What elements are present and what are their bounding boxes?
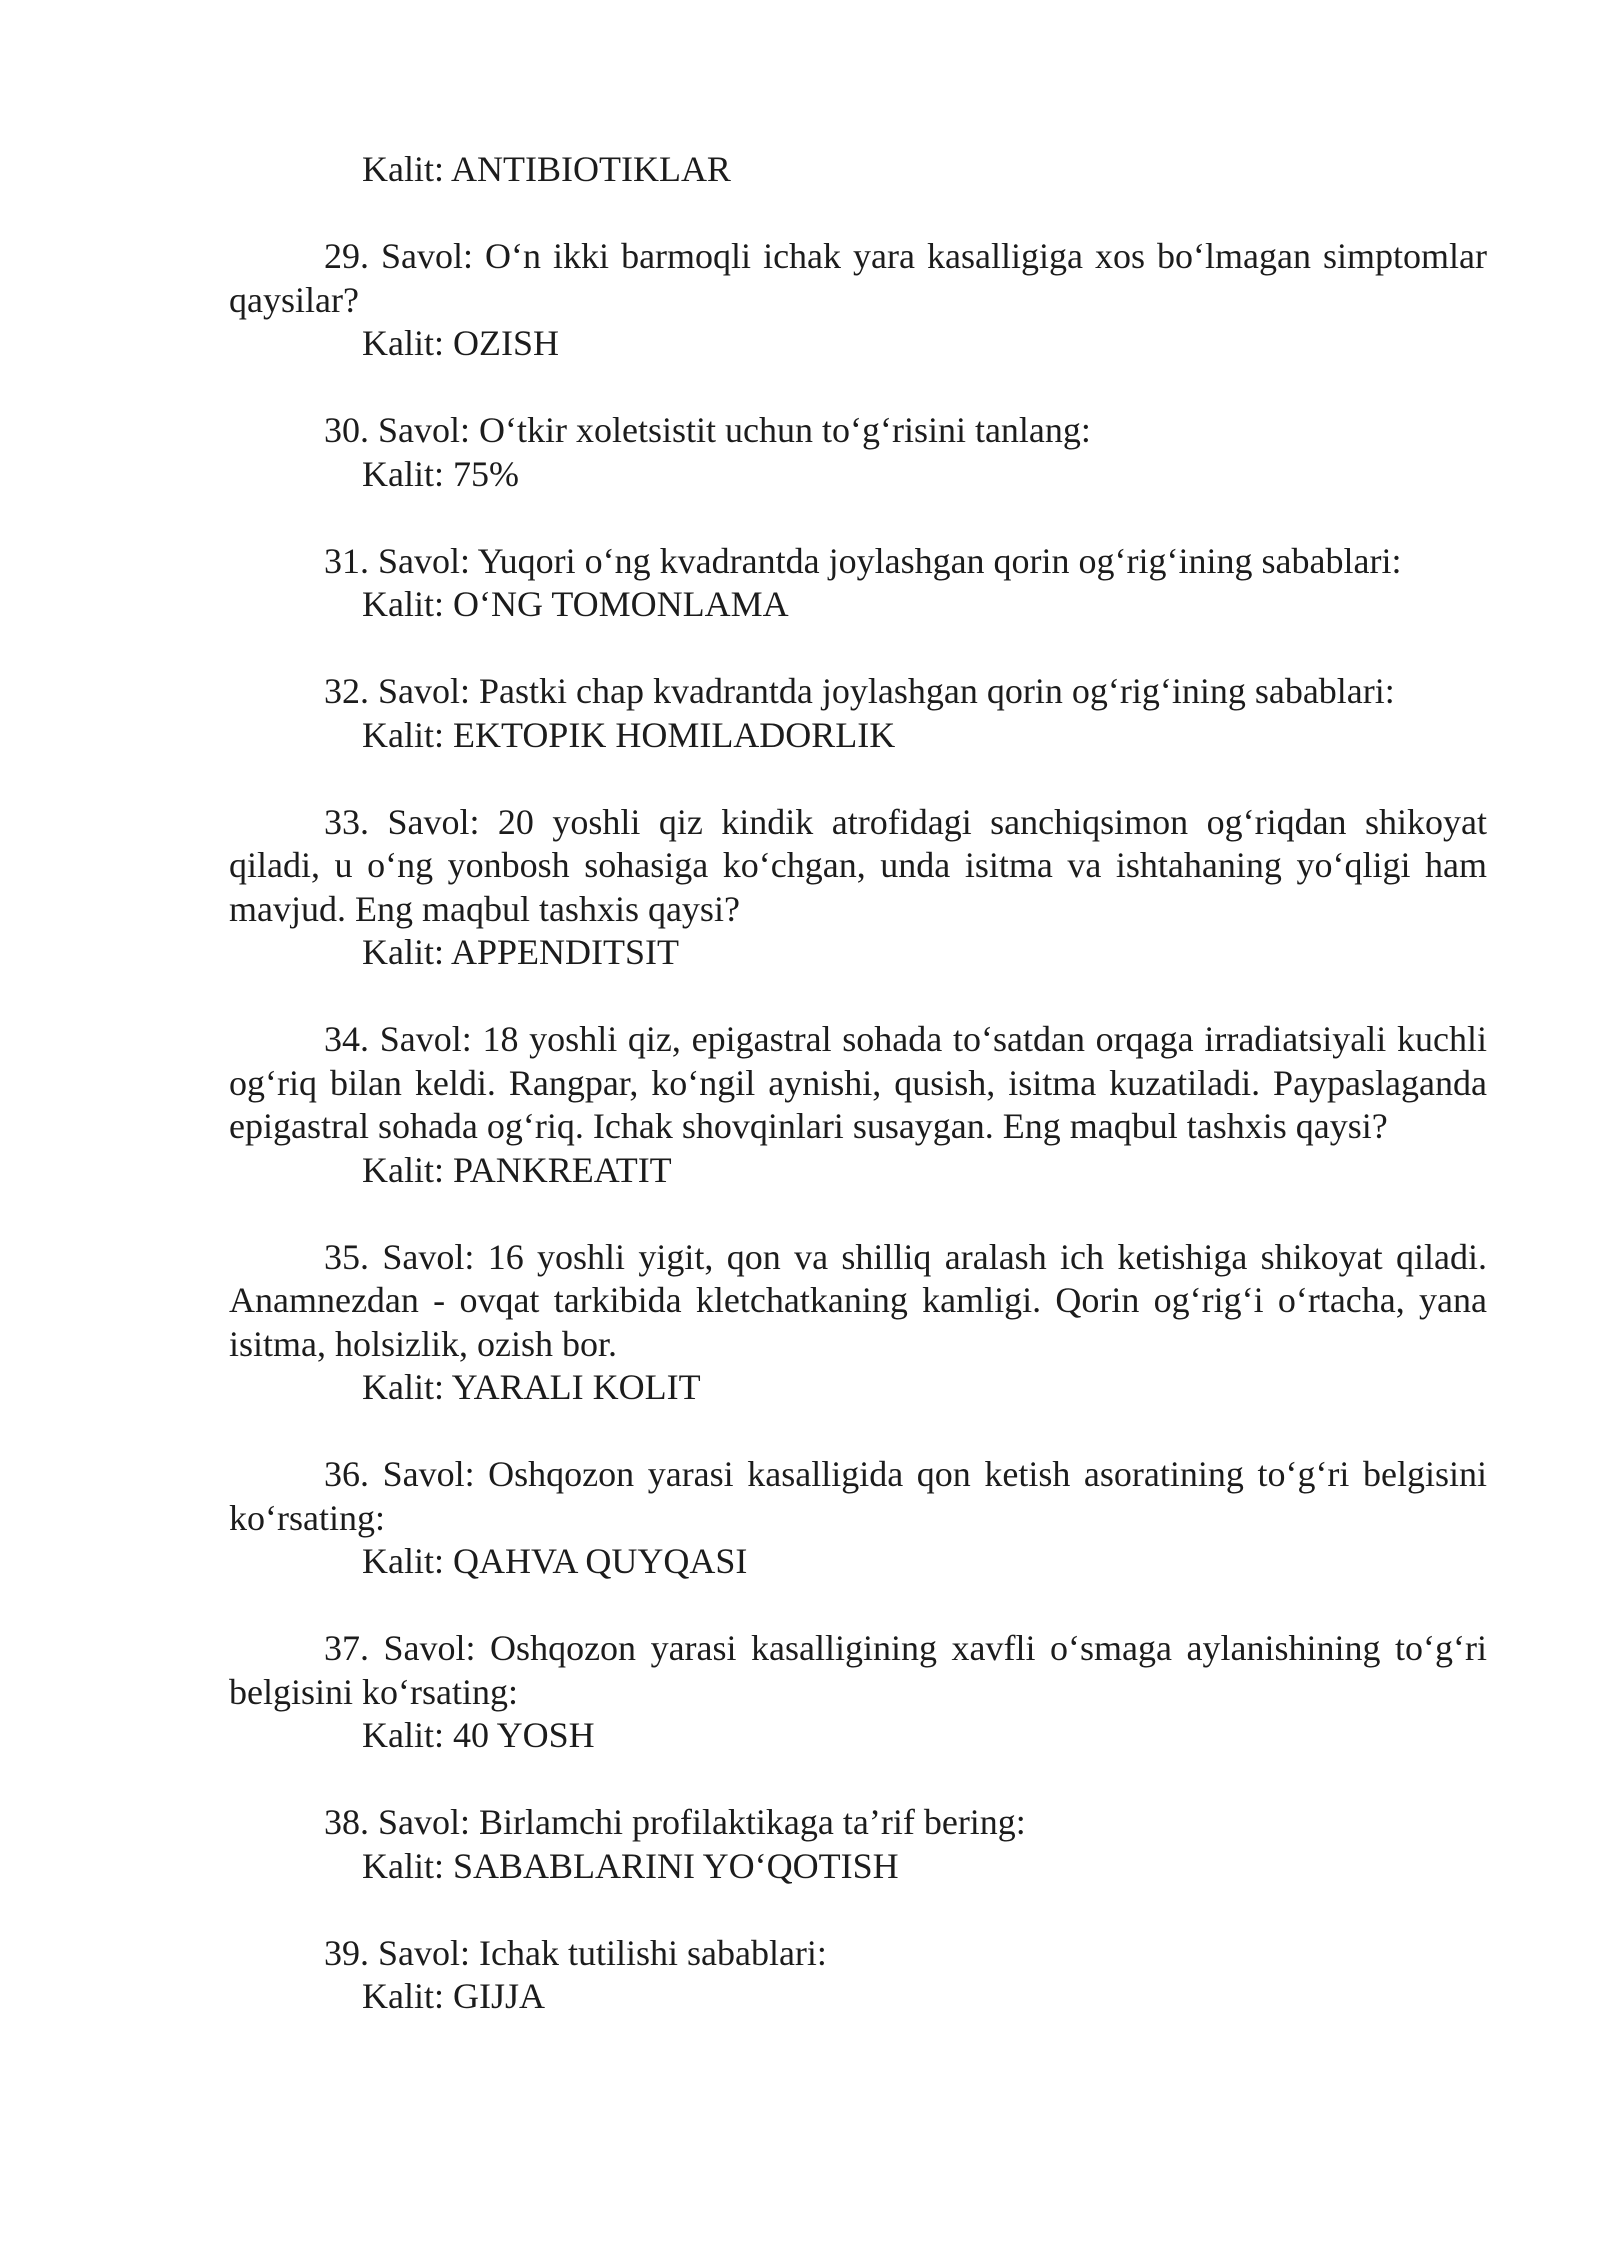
answer-key: Kalit: GIJJA: [362, 1976, 545, 2016]
question-text: 37. Savol: Oshqozon yarasi kasalligining xavfli o‘smaga aylanishining to‘g‘ri belgisini ko‘rsating:: [229, 1628, 1487, 1712]
question-block-32: [229, 670, 1487, 757]
question-block-37: [229, 1627, 1487, 1758]
question-text: 36. Savol: Oshqozon yarasi kasalligida qon ketish asoratining to‘g‘ri belgisini ko‘rsating:: [229, 1454, 1487, 1538]
answer-key: Kalit: ANTIBIOTIKLAR: [362, 149, 731, 189]
question-text: 32. Savol: Pastki chap kvadrantda joylashgan qorin og‘rig‘ining sabablari:: [324, 671, 1395, 711]
answer-key: Kalit: O‘NG TOMONLAMA: [362, 584, 789, 624]
question-block-33: [229, 801, 1487, 975]
question-text: 30. Savol: O‘tkir xoletsistit uchun to‘g‘risini tanlang:: [324, 410, 1091, 450]
question-block-35: [229, 1236, 1487, 1410]
question-block-31: [229, 540, 1487, 627]
answer-key: Kalit: 75%: [362, 453, 519, 494]
question-block-29: [229, 235, 1487, 366]
answer-key: Kalit: EKTOPIK HOMILADORLIK: [362, 714, 896, 755]
question-text: 29. Savol: O‘n ikki barmoqli ichak yara kasalligiga xos bo‘lmagan simptomlar qaysilar?: [229, 236, 1487, 320]
question-block-39: [229, 1932, 1487, 2019]
question-text: 35. Savol: 16 yoshli yigit, qon va shilliq aralash ich ketishiga shikoyat qiladi. Anamnezdan - ovqat tarkibida kletchatkaning kamligi. Qorin og‘rig‘i o‘rtacha, yana isitma, holsizlik, ozish bor.: [229, 1236, 1487, 1364]
answer-key: Kalit: APPENDITSIT: [362, 932, 680, 972]
answer-key: Kalit: QAHVA QUYQASI: [362, 1541, 748, 1581]
question-text: 33. Savol: 20 yoshli qiz kindik atrofidagi sanchiqsimon og‘riqdan shikoyat qiladi, u o‘ng yonbosh sohasiga ko‘chgan, unda isitma va ishtahaning yo‘qligi ham mavjud. Eng maqbul tashxis qaysi?: [229, 801, 1487, 929]
question-text: 31. Savol: Yuqori o‘ng kvadrantda joylashgan qorin og‘rig‘ining sabablari:: [324, 540, 1402, 581]
answer-key: Kalit: YARALI KOLIT: [362, 1367, 701, 1407]
answer-key: Kalit: 40 YOSH: [362, 1715, 595, 1755]
answer-key: Kalit: SABABLARINI YO‘QOTISH: [362, 1845, 899, 1886]
question-block-34: [229, 1018, 1487, 1192]
question-block-30: [229, 409, 1487, 496]
question-text: 39. Savol: Ichak tutilishi sabablari:: [324, 1932, 827, 1973]
question-text: 34. Savol: 18 yoshli qiz, epigastral sohada to‘satdan orqaga irradiatsiyali kuchli og‘riq bilan keldi. Rangpar, ko‘ngil aynishi, qusish, isitma kuzatiladi. Paypaslaganda epigastral sohada og‘riq. Ichak shovqinlari susaygan. Eng maqbul tashxis qaysi?: [229, 1019, 1487, 1146]
question-block-38: [229, 1801, 1487, 1888]
document-page: [229, 148, 1487, 2062]
question-text: 38. Savol: Birlamchi profilaktikaga ta’rif bering:: [324, 1802, 1026, 1842]
answer-key: Kalit: PANKREATIT: [362, 1149, 672, 1190]
answer-key: Kalit: OZISH: [362, 323, 559, 363]
question-block-36: [229, 1453, 1487, 1584]
